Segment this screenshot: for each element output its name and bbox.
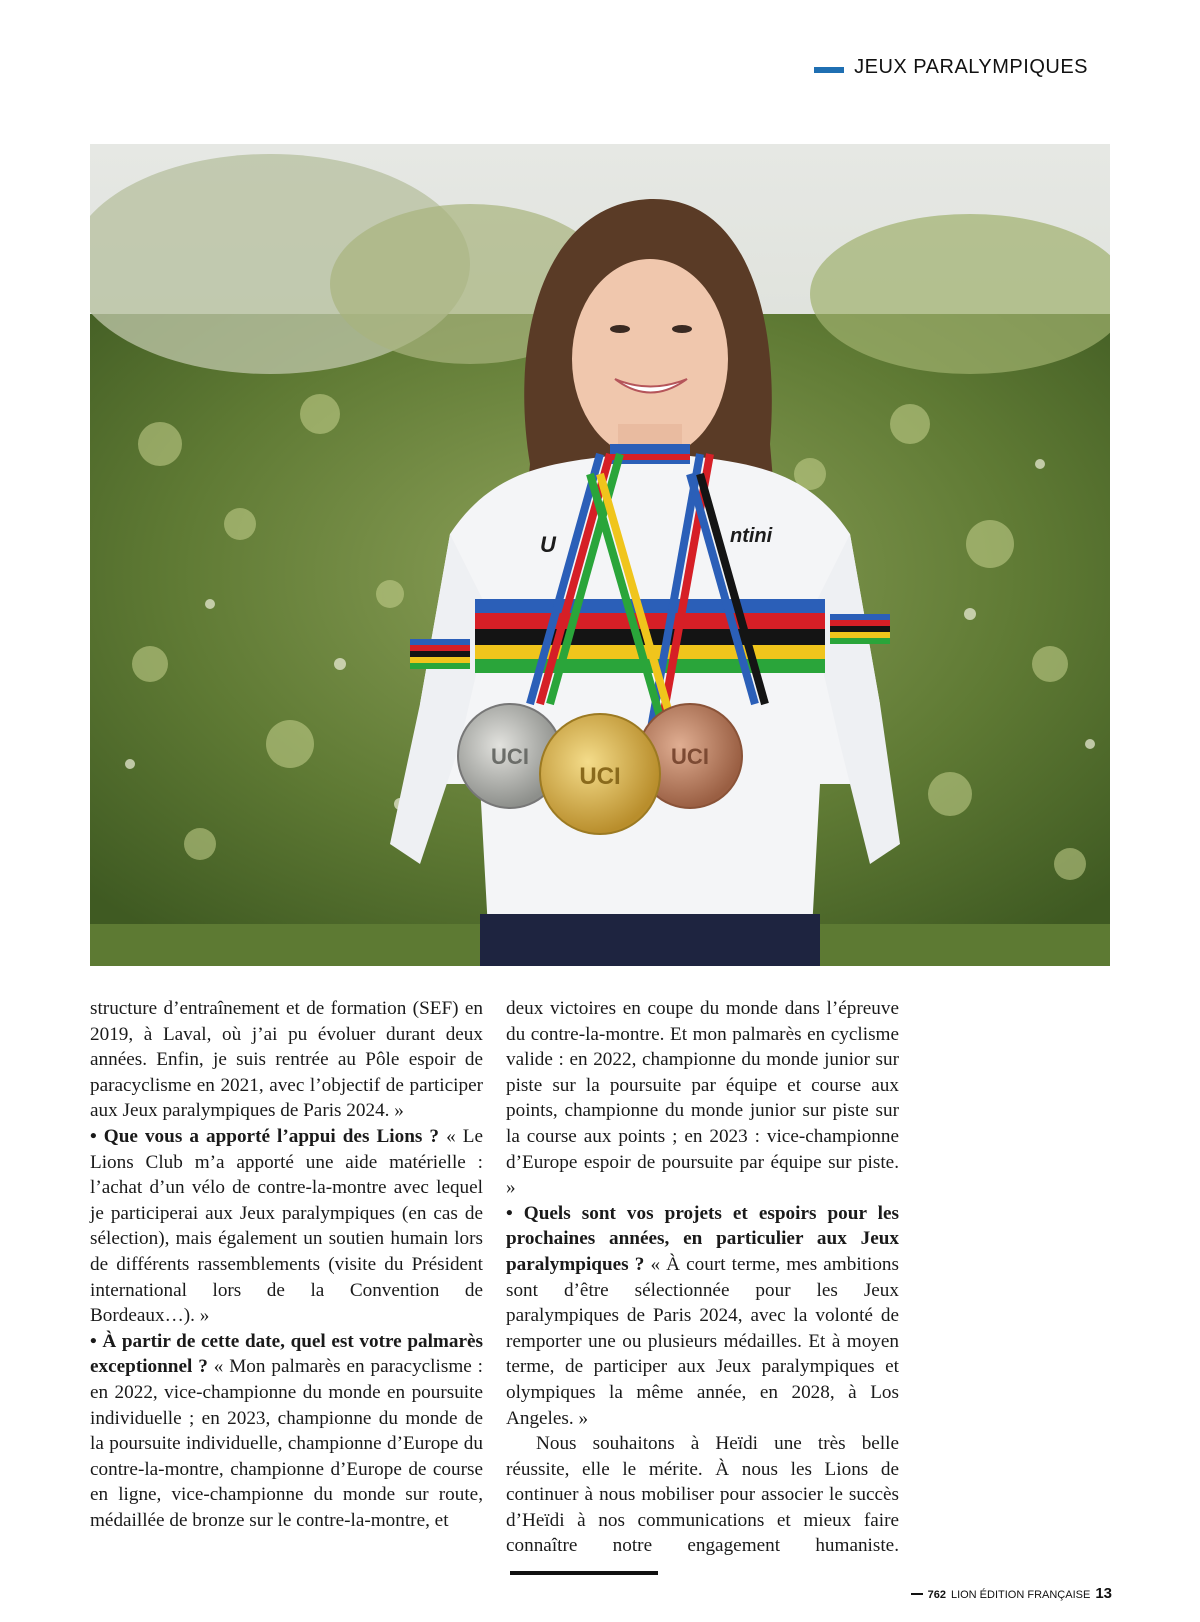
- paragraph: structure d’entraînement et de formation (SEF) en 2019, à Laval, où j’ai pu évoluer durant deux années. Enfin, je suis rentrée au Pôle espoir de paracyclisme en 2021, avec l’objectif de participer aux Jeux paralympiques de Paris 2024. »: [90, 998, 483, 1122]
- answer: « À court terme, mes ambitions sont d’être sélectionnée pour les Jeux paralympiques de Paris 2024, avec la volonté de remporter une ou plusieurs médailles. Et à moyen terme, de participer aux Jeux paralympiques et olympiques la même année, en 2028, à Los Angeles. »: [506, 1253, 899, 1429]
- bronze-medal-text: UCI: [671, 744, 709, 769]
- section-header: [814, 56, 1088, 79]
- interview-question-block: [506, 1201, 899, 1431]
- end-of-article-rule: [510, 1571, 658, 1575]
- interview-question-block: [90, 1124, 483, 1329]
- silver-medal-text: UCI: [491, 744, 529, 769]
- text-column-right: [506, 996, 899, 1585]
- issue-number: 762: [927, 1589, 946, 1601]
- jersey-text-left: U: [540, 532, 556, 557]
- jersey-text-right: ntini: [730, 525, 773, 547]
- magazine-name: LION ÉDITION FRANÇAISE: [950, 1589, 1091, 1601]
- page-footer: [911, 1585, 1112, 1602]
- paragraph: deux victoires en coupe du monde dans l’épreuve du contre-la-montre. Et mon palmarès en cyclisme valide : en 2022, championne du monde junior sur piste sur la poursuite par équipe et course aux points, championne du monde junior sur piste sur la course aux points ; en 2023 : vice-championne d’Europe espoir de poursuite par équipe sur piste. »: [506, 998, 899, 1199]
- text-column-left: [90, 996, 483, 1533]
- question: • Quels sont vos projets et espoirs pour les prochaines années, en particulier aux Jeux paralympiques ?: [506, 1202, 899, 1275]
- question: • À partir de cette date, quel est votre palmarès exceptionnel ?: [90, 1330, 483, 1378]
- answer: « Mon palmarès en paracyclisme : en 2022, vice-championne du monde en poursuite individuelle ; en 2023, championne du monde de la poursuite individuelle, championne d’Europe du contre-la-montre, championne d’Europe de course en ligne, vice-championne du monde sur route, médaillée de bronze sur le contre-la-montre, et: [90, 1356, 483, 1531]
- interview-question-block: [90, 1329, 483, 1534]
- question: • Que vous a apporté l’appui des Lions ?: [90, 1125, 440, 1147]
- gold-medal-text: UCI: [579, 763, 621, 790]
- footer-dash: [911, 1593, 923, 1595]
- section-title: JEUX PARALYMPIQUES: [854, 56, 1088, 78]
- page-number: 13: [1095, 1585, 1112, 1602]
- section-accent-bar: [814, 67, 844, 73]
- closing-text: Nous souhaitons à Heïdi une très belle réussite, elle le mérite. À nous les Lions de continuer à nous mobiliser pour associer le succès d’Heïdi à nos communications et mieux faire connaître notre engagement humaniste.: [506, 1433, 899, 1557]
- answer: « Le Lions Club m’a apporté une aide matérielle : l’achat d’un vélo de contre-la-montre avec lequel je participerai aux Jeux paralympiques (en cas de sélection), mais également un soutien humain lors de différents rassemblements (visite du Président international lors de la Convention de Bordeaux…). »: [90, 1125, 483, 1327]
- athlete-photo: [90, 144, 1110, 966]
- closing-paragraph: [506, 1431, 899, 1585]
